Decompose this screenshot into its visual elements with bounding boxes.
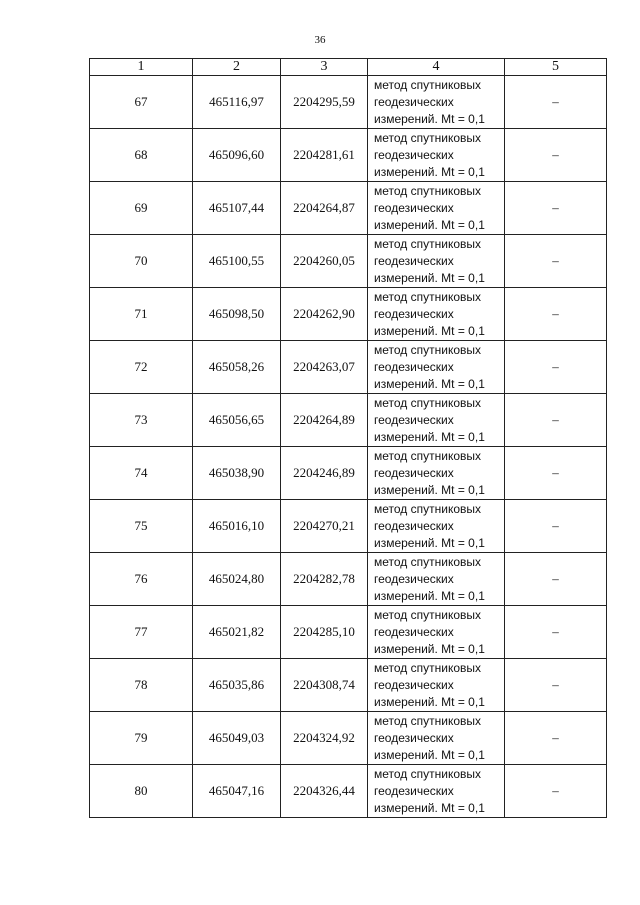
- method-line: измерений. Mt = 0,1: [374, 800, 485, 815]
- point-number-cell: 78: [90, 659, 193, 712]
- note-cell: –: [505, 288, 607, 341]
- x-coordinate-cell: 465038,90: [193, 447, 281, 500]
- method-line: геодезических: [374, 359, 454, 374]
- point-number-cell: 72: [90, 341, 193, 394]
- note-cell: –: [505, 76, 607, 129]
- method-line: метод спутниковых: [374, 130, 482, 145]
- table-row: [90, 394, 607, 447]
- header-row: [90, 59, 607, 76]
- table-row: [90, 341, 607, 394]
- method-line: геодезических: [374, 253, 454, 268]
- note-cell: –: [505, 394, 607, 447]
- method-cell: [368, 553, 505, 606]
- method-line: метод спутниковых: [374, 236, 482, 251]
- x-coordinate-cell: 465035,86: [193, 659, 281, 712]
- note-cell: –: [505, 235, 607, 288]
- y-coordinate-cell: 2204285,10: [281, 606, 368, 659]
- table-row: [90, 712, 607, 765]
- method-line: геодезических: [374, 200, 454, 215]
- y-coordinate-cell: 2204260,05: [281, 235, 368, 288]
- column-header-5: 5: [505, 59, 607, 76]
- x-coordinate-cell: 465098,50: [193, 288, 281, 341]
- table-row: [90, 500, 607, 553]
- method-line: метод спутниковых: [374, 342, 482, 357]
- method-line: метод спутниковых: [374, 766, 482, 781]
- y-coordinate-cell: 2204270,21: [281, 500, 368, 553]
- method-cell: [368, 129, 505, 182]
- method-line: измерений. Mt = 0,1: [374, 429, 485, 444]
- method-line: измерений. Mt = 0,1: [374, 376, 485, 391]
- table-row: [90, 447, 607, 500]
- method-line: геодезических: [374, 783, 454, 798]
- note-cell: –: [505, 553, 607, 606]
- column-header-2: 2: [193, 59, 281, 76]
- y-coordinate-cell: 2204264,89: [281, 394, 368, 447]
- note-cell: –: [505, 659, 607, 712]
- y-coordinate-cell: 2204295,59: [281, 76, 368, 129]
- x-coordinate-cell: 465116,97: [193, 76, 281, 129]
- method-line: геодезических: [374, 147, 454, 162]
- point-number-cell: 75: [90, 500, 193, 553]
- note-cell: –: [505, 712, 607, 765]
- note-cell: –: [505, 129, 607, 182]
- method-line: геодезических: [374, 465, 454, 480]
- table-body: [90, 76, 607, 818]
- method-line: геодезических: [374, 571, 454, 586]
- point-number-cell: 76: [90, 553, 193, 606]
- table-row: [90, 235, 607, 288]
- note-cell: –: [505, 500, 607, 553]
- method-line: измерений. Mt = 0,1: [374, 641, 485, 656]
- method-cell: [368, 394, 505, 447]
- point-number-cell: 73: [90, 394, 193, 447]
- method-line: измерений. Mt = 0,1: [374, 535, 485, 550]
- x-coordinate-cell: 465100,55: [193, 235, 281, 288]
- point-number-cell: 79: [90, 712, 193, 765]
- y-coordinate-cell: 2204282,78: [281, 553, 368, 606]
- method-cell: [368, 500, 505, 553]
- method-cell: [368, 765, 505, 818]
- y-coordinate-cell: 2204262,90: [281, 288, 368, 341]
- table-row: [90, 288, 607, 341]
- method-line: метод спутниковых: [374, 395, 482, 410]
- point-number-cell: 77: [90, 606, 193, 659]
- method-cell: [368, 712, 505, 765]
- method-line: геодезических: [374, 624, 454, 639]
- method-line: метод спутниковых: [374, 554, 482, 569]
- point-number-cell: 69: [90, 182, 193, 235]
- method-line: измерений. Mt = 0,1: [374, 694, 485, 709]
- method-line: измерений. Mt = 0,1: [374, 482, 485, 497]
- coordinates-table: [89, 58, 607, 818]
- method-line: метод спутниковых: [374, 448, 482, 463]
- table-row: [90, 553, 607, 606]
- point-number-cell: 67: [90, 76, 193, 129]
- y-coordinate-cell: 2204308,74: [281, 659, 368, 712]
- method-line: геодезических: [374, 518, 454, 533]
- method-line: метод спутниковых: [374, 501, 482, 516]
- x-coordinate-cell: 465096,60: [193, 129, 281, 182]
- method-line: геодезических: [374, 412, 454, 427]
- point-number-cell: 74: [90, 447, 193, 500]
- x-coordinate-cell: 465021,82: [193, 606, 281, 659]
- method-line: геодезических: [374, 94, 454, 109]
- table-row: [90, 129, 607, 182]
- x-coordinate-cell: 465107,44: [193, 182, 281, 235]
- table-row: [90, 606, 607, 659]
- method-line: геодезических: [374, 306, 454, 321]
- method-line: метод спутниковых: [374, 607, 482, 622]
- y-coordinate-cell: 2204246,89: [281, 447, 368, 500]
- method-line: измерений. Mt = 0,1: [374, 164, 485, 179]
- note-cell: –: [505, 765, 607, 818]
- method-line: метод спутниковых: [374, 183, 482, 198]
- method-line: геодезических: [374, 730, 454, 745]
- method-line: метод спутниковых: [374, 289, 482, 304]
- method-line: измерений. Mt = 0,1: [374, 747, 485, 762]
- y-coordinate-cell: 2204326,44: [281, 765, 368, 818]
- note-cell: –: [505, 341, 607, 394]
- y-coordinate-cell: 2204281,61: [281, 129, 368, 182]
- x-coordinate-cell: 465058,26: [193, 341, 281, 394]
- method-line: геодезических: [374, 677, 454, 692]
- page-number: 36: [314, 34, 326, 46]
- x-coordinate-cell: 465056,65: [193, 394, 281, 447]
- column-header-4: 4: [368, 59, 505, 76]
- point-number-cell: 68: [90, 129, 193, 182]
- note-cell: –: [505, 606, 607, 659]
- table-row: [90, 659, 607, 712]
- x-coordinate-cell: 465049,03: [193, 712, 281, 765]
- method-line: метод спутниковых: [374, 660, 482, 675]
- method-cell: [368, 606, 505, 659]
- x-coordinate-cell: 465016,10: [193, 500, 281, 553]
- method-cell: [368, 288, 505, 341]
- y-coordinate-cell: 2204264,87: [281, 182, 368, 235]
- point-number-cell: 70: [90, 235, 193, 288]
- y-coordinate-cell: 2204324,92: [281, 712, 368, 765]
- y-coordinate-cell: 2204263,07: [281, 341, 368, 394]
- method-line: метод спутниковых: [374, 77, 482, 92]
- method-cell: [368, 76, 505, 129]
- method-cell: [368, 447, 505, 500]
- method-cell: [368, 182, 505, 235]
- note-cell: –: [505, 447, 607, 500]
- point-number-cell: 80: [90, 765, 193, 818]
- column-header-3: 3: [281, 59, 368, 76]
- point-number-cell: 71: [90, 288, 193, 341]
- method-line: измерений. Mt = 0,1: [374, 323, 485, 338]
- note-cell: –: [505, 182, 607, 235]
- table-row: [90, 765, 607, 818]
- method-line: измерений. Mt = 0,1: [374, 270, 485, 285]
- method-line: измерений. Mt = 0,1: [374, 217, 485, 232]
- table-row: [90, 76, 607, 129]
- method-cell: [368, 341, 505, 394]
- x-coordinate-cell: 465047,16: [193, 765, 281, 818]
- method-line: метод спутниковых: [374, 713, 482, 728]
- x-coordinate-cell: 465024,80: [193, 553, 281, 606]
- method-cell: [368, 235, 505, 288]
- method-line: измерений. Mt = 0,1: [374, 111, 485, 126]
- method-line: измерений. Mt = 0,1: [374, 588, 485, 603]
- column-header-1: 1: [90, 59, 193, 76]
- table-row: [90, 182, 607, 235]
- method-cell: [368, 659, 505, 712]
